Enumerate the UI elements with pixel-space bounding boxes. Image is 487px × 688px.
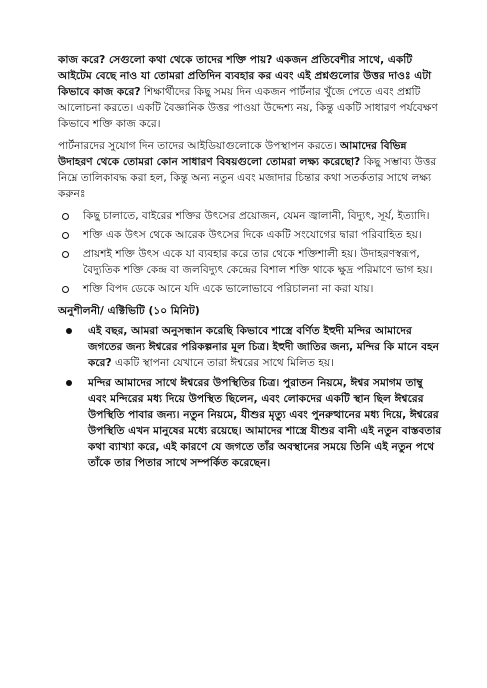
disc-bullet-icon [66,328,72,334]
intro-instruction: শিক্ষার্থীদের কিছু সময় দিন একজন পার্টনার খুঁজে পেতে এবং প্রশ্নটি আলোচনা করতে। একটি বৈজ্ঞানিক উত্তর পাওয়া উদ্দেশ্য নয়, কিন্তু একটি সাধারণ পর্যবেক্ষণ কিভাবে শক্তি কাজ করে। [58,86,438,130]
partner-instruction: পার্টনারদের সুযোগ দিন তাদের আইডিয়াগুলোকে উপস্থাপন করতে। [58,140,341,152]
list-item: প্রায়শই শক্তি উৎস একে যা ব্যবহার করে তার থেকে শক্তিশালী হয়। উদাহরণস্বরূপ, বৈদ্যুতিক শক্তি কেন্দ্র বা জলবিদ্যুৎ কেন্দ্রের বিশাল শক্তি থাকে ক্ষুদ্র পরিমাণে ভাগ হয়। [58,246,443,278]
common-themes-question: আমাদের বিভিন্ন উদাহরণ থেকে তোমরা কোন সাধারণ বিষয়গুলো তোমরা লক্ষ্য করেছো? [58,140,407,168]
activity-heading: অনুশীলনী/ এক্টিভিটি (১০ মিনিট) [58,305,200,317]
circle-bullet-icon [62,251,69,258]
list-item: শক্তি বিপদ ডেকে আনে যদি একে ভালোভাবে পরিচালনা না করা যায়। [58,281,443,297]
circle-bullet-icon [62,213,69,220]
circle-bullet-icon [62,232,69,239]
possible-answers-note: কিছু সম্ভাব্য উত্তর নিম্নে তালিকাবদ্ধ করা হল, কিন্তু অন্য নতুন এবং মজাদার চিন্তার কথা সতর্কতার সাথে লক্ষ্য করুনঃ [58,156,437,200]
intro-paragraph [58,52,443,132]
list-item: মন্দির আমাদের সাথে ঈশ্বরের উপস্থিতির চিত্র। পুরাতন নিয়মে, ঈশ্বর সমাগম তাম্বু এবং মন্দিরের মধ্য দিয়ে উপস্থিত ছিলেন, এবং লোকদের একটি স্থান ছিল ঈশ্বরের উপস্থিতি পাবার জন্য। নতুন নিয়মে, যীশুর মৃত্যু এবং পুনরুত্থানের মধ্য দিয়ে, ঈশ্বরের উপস্থিতি এখন মানুষের মধ্যে রয়েছে। আমাদের শাস্ত্রে যীশুর বানী এই নতুন বাস্তবতার কথা ব্যাখ্যা করে, এই কারণে যে জগতে তাঁর অবস্থানের সময়ে তিনি এই নতুন পথে তাঁকে তার পিতার সাথে সম্পর্কিত করেছেন। [58,375,443,471]
activity-list [58,323,443,471]
disc-bullet-icon [66,380,72,386]
partner-paragraph [58,138,443,202]
list-item: শক্তি এক উৎস থেকে আরেক উৎসের দিকে একটি সংযোগের দ্বারা পরিবাহিত হয়। [58,227,443,243]
circle-bullet-icon [62,286,69,293]
intro-question: কাজ করে? সেগুলো কথা থেকে তাদের শক্তি পায়? একজন প্রতিবেশীর সাথে, একটি আইটেম বেছে নাও যা তোমরা প্রতিদিন ব্যবহার কর এবং এই প্রশ্নগুলোর উত্তর দাওঃ এটা কিভাবে কাজ করে? [58,54,432,98]
possible-answers-list [58,208,443,297]
list-item: কিছু চালাতে, বাইরের শক্তির উৎসের প্রয়োজন, যেমন জ্বালানী, বিদ্যুৎ, সূর্য, ইত্যাদি। [58,208,443,224]
list-item: এই বছর, আমরা অনুসন্ধান করেছি কিভাবে শাস্ত্রে বর্ণিত ইহুদী মন্দির আমাদের জগতের জন্য ঈশ্বরের পরিকল্পনার মূল চিত্র। ইহুদী জাতির জন্য, মন্দির কি মানে বহন করে? একটি স্থাপনা যেখানে তারা ঈশ্বরের সাথে মিলিত হয়। [58,323,443,371]
